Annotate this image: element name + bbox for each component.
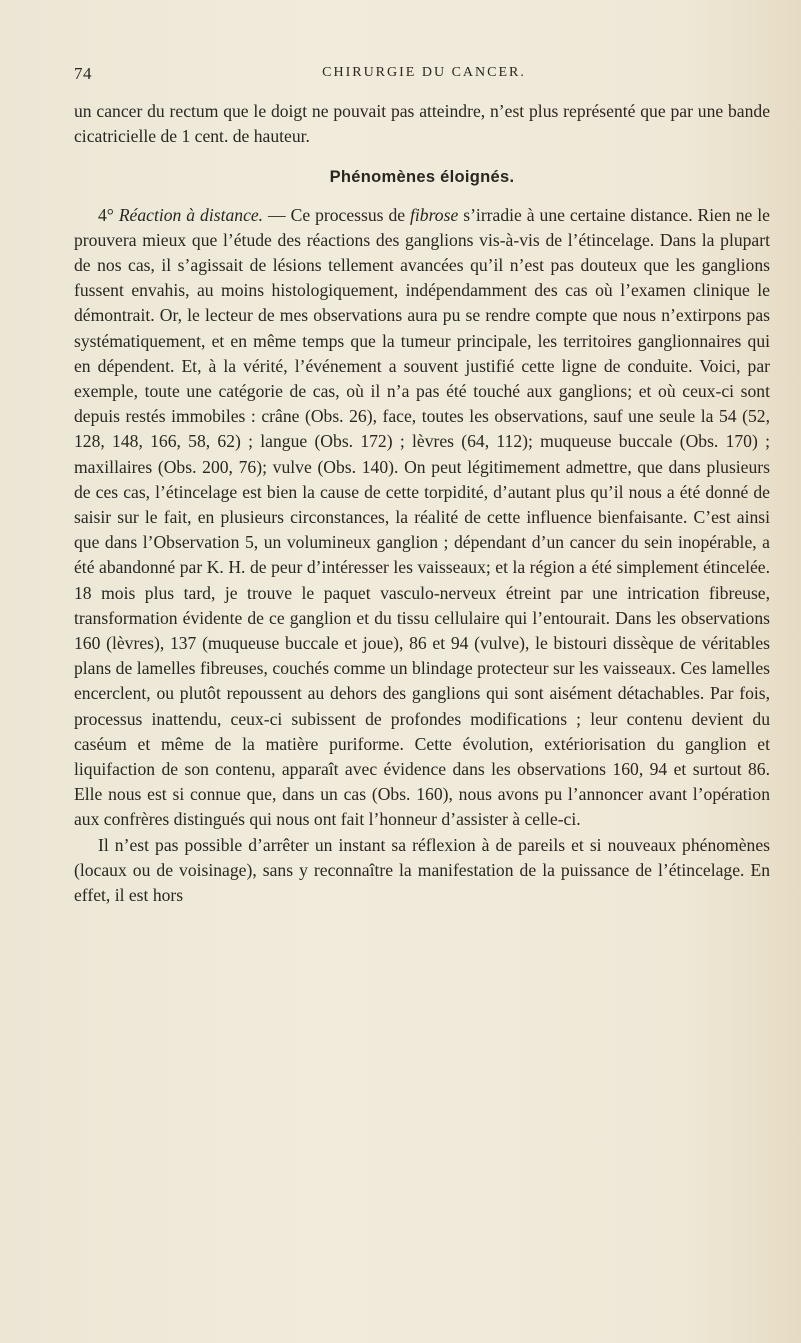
page-header <box>74 64 774 86</box>
section-heading: Phénomènes éloignés. <box>329 168 515 187</box>
closing-paragraph: Il n’est pas possible d’arrêter un instant sa réflexion à de pareils et si nouveaux phénomènes (locaux ou de voisinage), sans y reconnaître la manifestation de la puissance de l’étincelage. En effet, il est hors <box>74 834 770 906</box>
section-number: 4° <box>98 204 114 225</box>
paragraph-reaction-a-distance <box>74 203 770 833</box>
body-text <box>74 99 770 908</box>
page-number: 74 <box>74 64 92 83</box>
paragraph-text: s’irradie à une certaine distance. Rien ne le prouvera mieux que l’étude des réactions des ganglions vis-à-vis de l’étincelage. Dans la plupart de nos cas, il s’agissait de lésions tellement avancées qu’il n’est pas douteux que les ganglions fussent envahis, au moins histologiquement, indépendamment des cas où l’examen clinique le démontrait. Or, le lecteur de mes observations aura pu se rendre compte que nous n’extirpons pas systématiquement, et en même temps que la tumeur principale, les territoires ganglionnaires qui en dépendent. Et, à la vérité, l’événement a souvent justifié cette ligne de conduite. Voici, par exemple, toute une catégorie de cas, où il n’a pas été touché aux ganglions; et où ceux-ci sont depuis restés immobiles : crâne (Obs. 26), face, toutes les observations, sauf une seule la 54 (52, 128, 148, 166, 58, 62) ; langue (Obs. 172) ; lèvres (64, 112); muqueuse buccale (Obs. 170) ; maxillaires (Obs. 200, 76); vulve (Obs. 140). On peut légitimement admettre, que dans plusieurs de ces cas, l’étincelage est bien la cause de cette torpidité, d’autant plus qu’il nous a été donné de saisir sur le fait, en plusieurs circonstances, la réalité de cette influence bienfaisante. C’est ainsi que dans l’Observation 5, un volumineux ganglion ; dépendant d’un cancer du sein inopérable, a été abandonné par K. H. de peur d’intéresser les vaisseaux; et la région a été simplement étincelée. 18 mois plus tard, je trouve le paquet vasculo-nerveux étreint par une intrication fibreuse, transformation évidente de ce ganglion et du tissu cellulaire qui l’entourait. Dans les observations 160 (lèvres), 137 (muqueuse buccale et joue), 86 et 94 (vulve), le bistouri dissèque de véritables plans de lamelles fibreuses, couchés comme un blindage protecteur sur les vaisseaux. Ces lamelles encerclent, ou plutôt repoussent au dehors des ganglions qui sont aisément détachables. Par fois, processus inattendu, ceux-ci subissent de profondes modifications ; leur contenu devient du caséum et même de la matière puriforme. Cette évolution, extériorisation du ganglion et liquifaction de son contenu, apparaît avec évidence dans les observations 160, 94 et surtout 86. Elle nous est si connue que, dans un cas (Obs. 160), nous avons pu l’annoncer avant l’opération aux confrères distingués qui nous ont fait l’honneur d’assister à celle-ci. <box>74 204 770 830</box>
paragraph-dash: — Ce processus de <box>263 204 411 225</box>
running-head: CHIRURGIE DU CANCER. <box>322 65 526 80</box>
continuation-paragraph: un cancer du rectum que le doigt ne pouvait pas atteindre, n’est plus représenté que par une bande cicatricielle de 1 cent. de hauteur. <box>74 101 770 147</box>
keyword-fibrose: fibrose <box>410 204 459 225</box>
subsection-title: Réaction à distance. <box>118 204 264 225</box>
